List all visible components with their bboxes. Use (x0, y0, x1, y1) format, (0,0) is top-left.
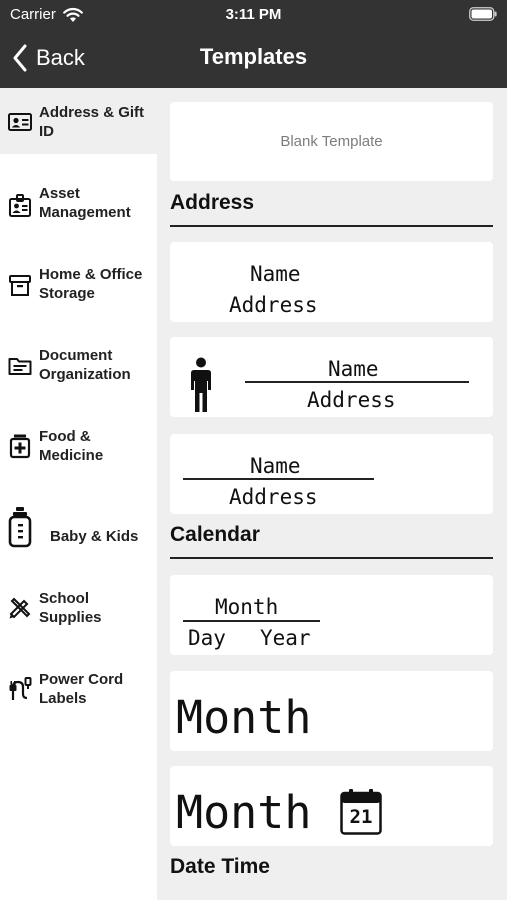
template-name-text: Name (328, 357, 379, 381)
sidebar-item-asset-management[interactable] (0, 176, 157, 254)
archive-box-icon (7, 273, 33, 299)
sidebar-item-baby-kids[interactable] (0, 500, 157, 578)
template-month-text: Month (176, 691, 312, 744)
person-icon (190, 357, 212, 413)
battery-icon (469, 7, 497, 21)
template-divider-line (183, 478, 374, 480)
section-header-calendar: Calendar (170, 523, 260, 546)
sidebar-item-label: School Supplies (39, 590, 102, 626)
sidebar-item-label: Baby & Kids (50, 528, 139, 545)
address-template-card[interactable] (170, 434, 493, 514)
navigation-bar (0, 30, 507, 88)
template-day-text: Day (188, 626, 226, 650)
blank-template-card[interactable] (170, 102, 493, 181)
folder-icon (7, 353, 33, 379)
calendar-template-card[interactable] (170, 766, 493, 846)
sidebar-item-address-gift-id[interactable] (0, 88, 157, 154)
template-name-text: Name (250, 454, 301, 478)
address-template-card[interactable] (170, 242, 493, 322)
templates-list[interactable] (157, 88, 507, 900)
page-title: Templates (199, 44, 308, 69)
blank-template-label: Blank Template (280, 133, 383, 150)
template-address-text: Address (229, 485, 318, 509)
sidebar-item-label: Asset Management (39, 185, 131, 221)
section-divider (170, 225, 493, 227)
address-template-card[interactable] (170, 337, 493, 417)
template-divider-line (183, 620, 320, 622)
template-address-text: Address (229, 293, 318, 317)
top-bar (0, 0, 507, 88)
section-header-datetime: Date Time (170, 855, 270, 878)
calendar-template-card[interactable] (170, 671, 493, 751)
ruler-pencil-icon (7, 595, 33, 621)
sidebar-item-food-medicine[interactable] (0, 419, 157, 497)
medicine-icon (7, 433, 33, 459)
calendar-template-card[interactable] (170, 575, 493, 655)
template-address-text: Address (307, 388, 396, 412)
sidebar-item-label: Power Cord Labels (39, 671, 124, 707)
section-divider (170, 557, 493, 559)
baby-bottle-icon (7, 506, 33, 548)
back-label: Back (36, 45, 85, 70)
status-bar (0, 0, 507, 30)
category-sidebar (0, 88, 157, 900)
sidebar-item-label: Food & Medicine (39, 428, 104, 464)
template-divider-line (245, 381, 469, 383)
template-month-text: Month (215, 595, 279, 619)
address-card-icon (7, 109, 33, 135)
carrier-label: Carrier (10, 6, 56, 23)
template-name-text: Name (250, 262, 301, 286)
sidebar-item-power-cord-labels[interactable] (0, 662, 157, 740)
sidebar-item-document-organization[interactable] (0, 338, 157, 416)
sidebar-item-label: Document Organization (39, 347, 131, 383)
power-cord-icon (7, 676, 33, 702)
sidebar-item-label: Address & Gift ID (39, 104, 145, 140)
template-year-text: Year (260, 626, 311, 650)
template-month-text: Month (176, 786, 312, 839)
badge-icon (7, 193, 33, 219)
section-header-address: Address (170, 191, 255, 214)
sidebar-item-school-supplies[interactable] (0, 581, 157, 659)
sidebar-item-home-office-storage[interactable] (0, 257, 157, 335)
sidebar-item-label: Home & Office Storage (39, 266, 143, 302)
calendar-day-number: 21 (349, 806, 373, 828)
status-time: 3:11 PM (225, 6, 282, 23)
calendar-icon (340, 789, 382, 835)
